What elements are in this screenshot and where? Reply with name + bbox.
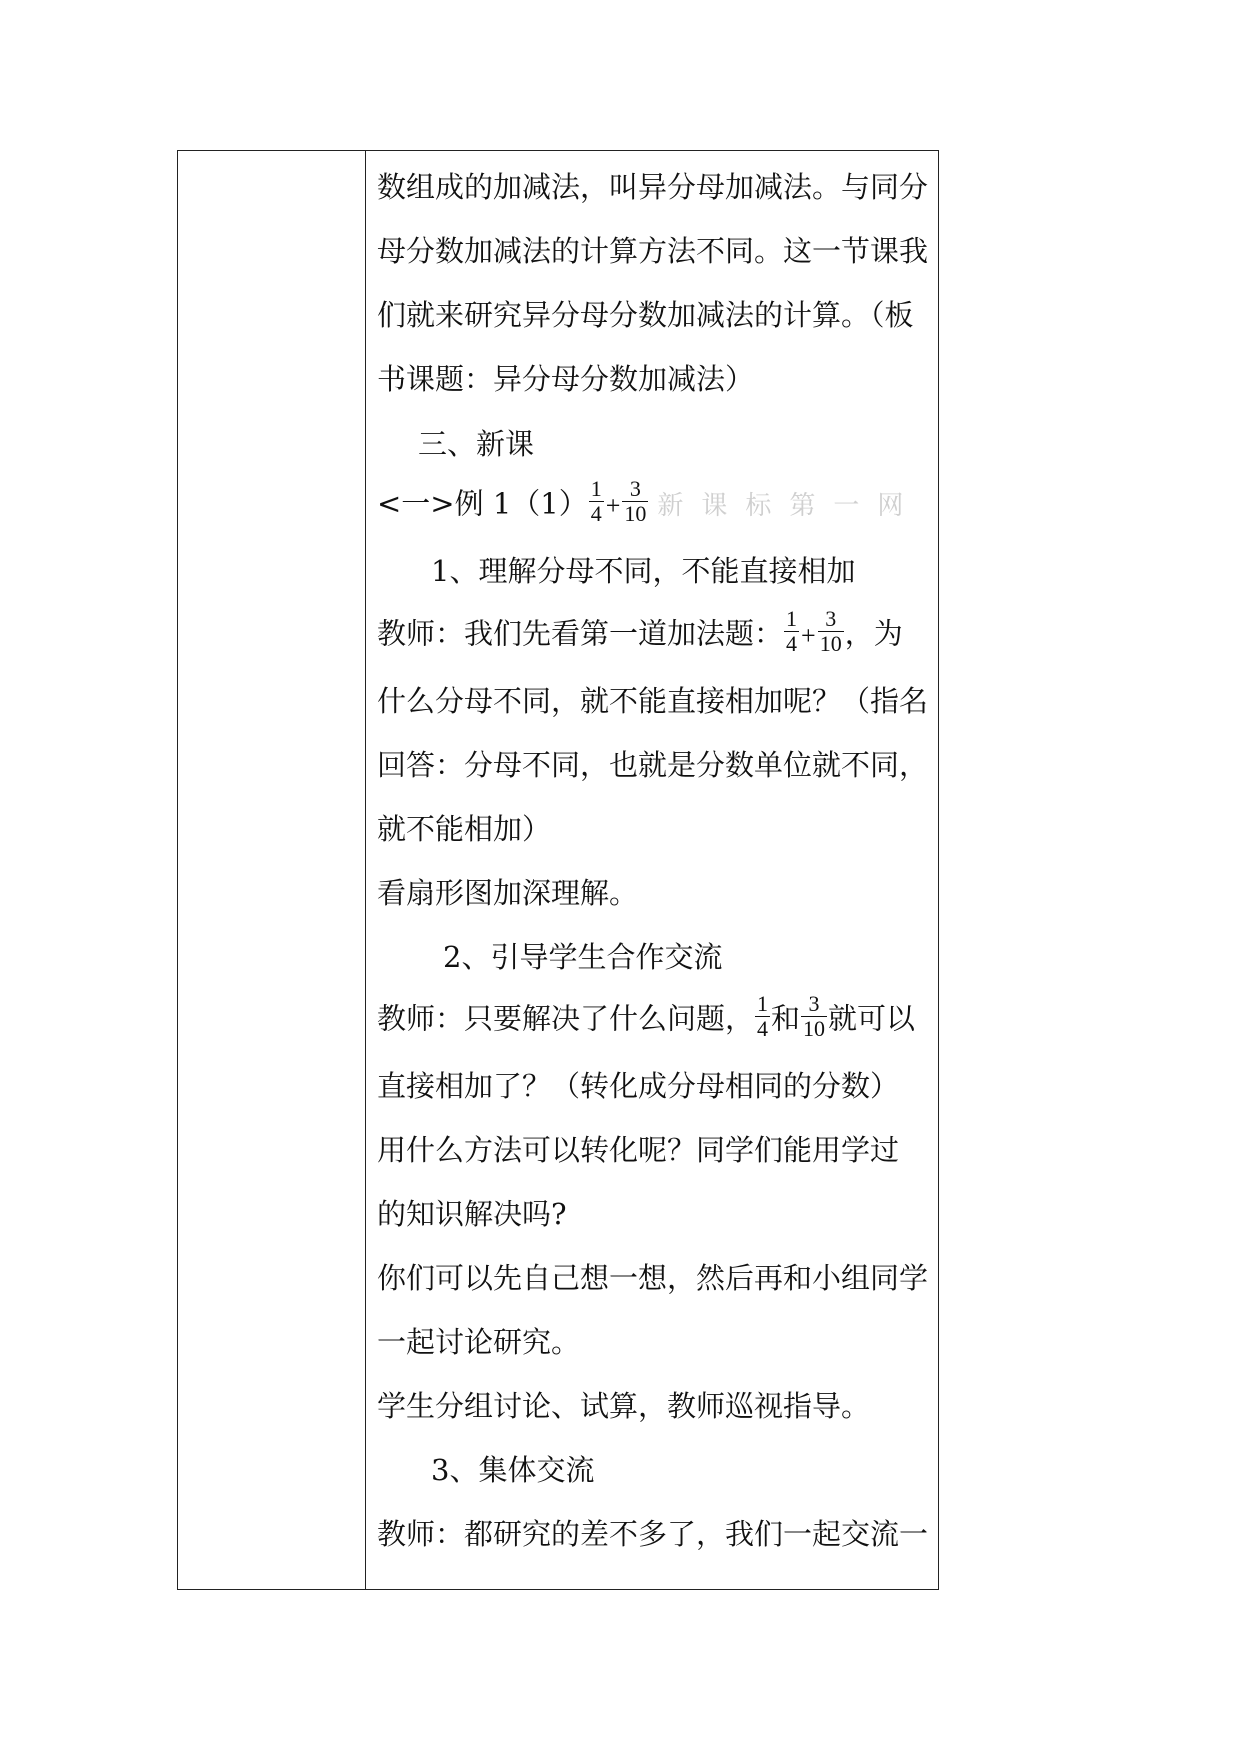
example-line bbox=[377, 476, 922, 530]
plus-sign: + bbox=[801, 620, 816, 650]
fraction: $\frac{1}{4}$ bbox=[590, 476, 602, 526]
fraction: $\frac{3}{10}$ bbox=[624, 476, 647, 526]
fraction: $\frac{1}{4}$ bbox=[757, 991, 769, 1041]
text-line: 的知识解决吗? bbox=[377, 1197, 567, 1231]
watermark: 新课标第一网 bbox=[657, 490, 922, 521]
text-line: 教师：都研究的差不多了，我们一起交流一 bbox=[377, 1517, 929, 1551]
text-line: 你们可以先自己想一想，然后再和小组同学 bbox=[377, 1261, 929, 1295]
example-label: <一>例 1（1） bbox=[377, 486, 588, 521]
fraction: $\frac{3}{10}$ bbox=[819, 606, 842, 656]
text-line: 用什么方法可以转化呢？同学们能用学过 bbox=[377, 1133, 900, 1167]
text-line: 一起讨论研究。 bbox=[377, 1325, 581, 1359]
plus-sign: + bbox=[605, 490, 621, 520]
text-line: 母分数加减法的计算方法不同。这一节课我 bbox=[377, 234, 929, 268]
lesson-table bbox=[177, 150, 939, 1590]
fraction: $\frac{3}{10}$ bbox=[803, 991, 826, 1041]
fraction: $\frac{1}{4}$ bbox=[786, 606, 798, 656]
text-line: 书课题：异分母分数加减法） bbox=[377, 362, 755, 396]
text-line: 什么分母不同，就不能直接相加呢？（指名 bbox=[377, 684, 929, 718]
text-line: 们就来研究异分母分数加减法的计算。（板 bbox=[377, 298, 914, 332]
text-line: 就不能相加） bbox=[377, 812, 552, 846]
text-line: 看扇形图加深理解。 bbox=[377, 876, 639, 910]
subheading: 2、引导学生合作交流 bbox=[443, 940, 723, 974]
text-line: 数组成的加减法，叫异分母加减法。与同分 bbox=[377, 170, 929, 204]
subheading: 1、理解分母不同，不能直接相加 bbox=[431, 554, 856, 588]
text-line: 教师：只要解决了什么问题， $\frac{1}{4}$ 和 $\frac{3}{10}$ 就可以 bbox=[377, 991, 916, 1041]
text-line: 回答：分母不同，也就是分数单位就不同， bbox=[377, 748, 929, 782]
text-line: 直接相加了？（转化成分母相同的分数） bbox=[377, 1069, 900, 1103]
column-divider bbox=[365, 151, 366, 1589]
text-line: 学生分组讨论、试算，教师巡视指导。 bbox=[377, 1389, 871, 1423]
subheading: 3、集体交流 bbox=[431, 1453, 595, 1487]
text-line: 教师：我们先看第一道加法题： $\frac{1}{4}$ + $\frac{3}{10}$ ，为 bbox=[377, 606, 903, 656]
section-heading: 三、新课 bbox=[418, 427, 535, 461]
